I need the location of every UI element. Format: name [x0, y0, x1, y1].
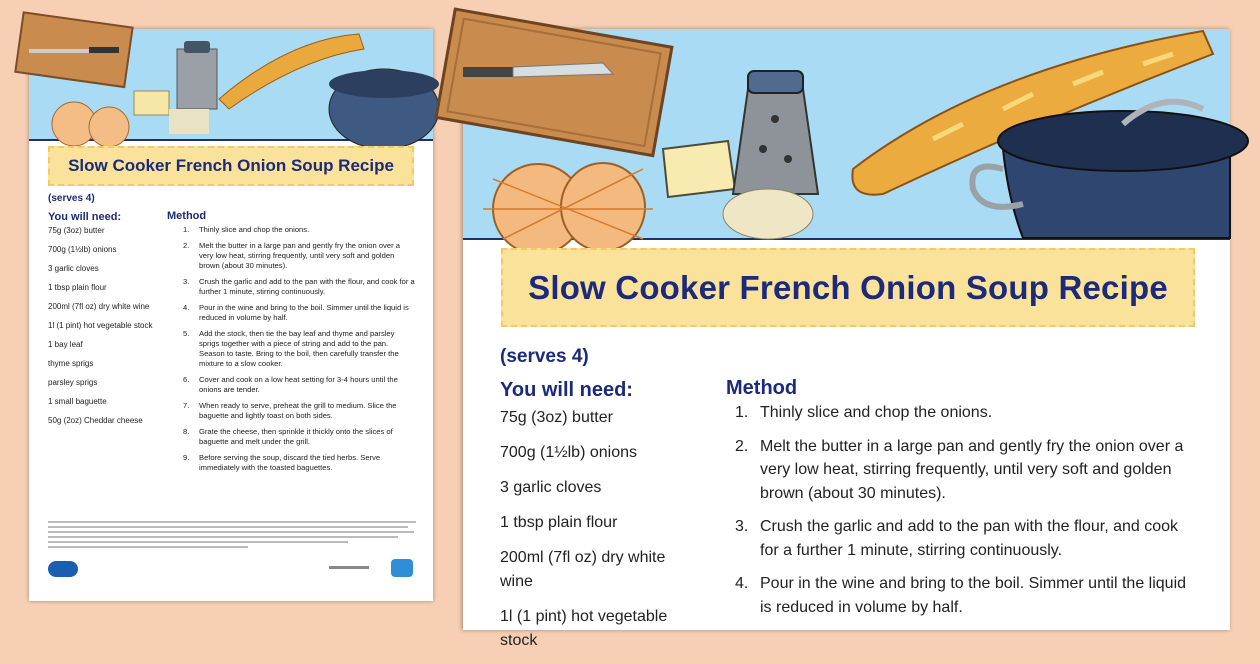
method-step — [183, 241, 415, 271]
ingredient-item: 3 garlic cloves — [48, 264, 99, 273]
step-number: 6. — [183, 375, 190, 384]
method-step — [735, 515, 1190, 562]
method-heading: Method — [167, 210, 207, 222]
step-text: Thinly slice and chop the onions. — [199, 225, 310, 234]
badge-logo — [391, 559, 413, 577]
method-step — [735, 572, 1190, 619]
ingredients-list — [500, 406, 700, 664]
method-step — [183, 453, 415, 473]
step-number: 5. — [183, 329, 190, 338]
serves-label: (serves 4) — [500, 346, 589, 367]
method-step — [183, 427, 415, 447]
step-number: 4. — [735, 575, 749, 592]
step-number: 7. — [183, 401, 190, 410]
ingredient-item: parsley sprigs — [48, 378, 98, 387]
ingredient-item: 200ml (7fl oz) dry white wine — [500, 549, 666, 590]
step-text: Melt the butter in a large pan and gently fry the onion over a very low heat, stirring frequently, until very soft and golden brown (about 30 minutes). — [760, 437, 1184, 502]
step-number: 9. — [183, 453, 190, 462]
page-title: Slow Cooker French Onion Soup Recipe — [48, 146, 414, 186]
recipe-thumbnail-page[interactable] — [29, 29, 433, 601]
ingredients-heading: You will need: — [500, 379, 633, 401]
step-number: 3. — [183, 277, 190, 286]
method-step — [183, 225, 415, 235]
step-number: 8. — [183, 427, 190, 436]
method-step — [183, 329, 415, 369]
ingredient-item: 700g (1½lb) onions — [48, 245, 117, 254]
method-step — [735, 435, 1190, 506]
method-steps — [183, 225, 415, 479]
step-text: Before serving the soup, discard the tied herbs. Serve immediately with the toasted baguettes. — [199, 453, 381, 472]
disclaimer-text-block — [48, 521, 416, 551]
serves-label: (serves 4) — [48, 193, 95, 204]
step-text: Grate the cheese, then sprinkle it thickly onto the slices of baguette and melt under the grill. — [199, 427, 393, 446]
step-text: Pour in the wine and bring to the boil. Simmer until the liquid is reduced in volume by half. — [199, 303, 409, 322]
method-step — [183, 401, 415, 421]
footer-url-line — [329, 566, 369, 569]
ingredient-item: 50g (2oz) Cheddar cheese — [48, 416, 143, 425]
step-text: Thinly slice and chop the onions. — [760, 404, 993, 421]
step-text: Pour in the wine and bring to the boil. Simmer until the liquid is reduced in volume by half. — [760, 575, 1187, 616]
method-steps — [735, 401, 1190, 629]
step-number: 1. — [735, 404, 749, 421]
step-text: When ready to serve, preheat the grill to medium. Slice the baguette and lightly toast on both sides. — [199, 401, 397, 420]
ingredient-item: 1l (1 pint) hot vegetable stock — [500, 608, 668, 649]
step-text: Crush the garlic and add to the pan with the flour, and cook for a further 1 minute, stirring continuously. — [760, 518, 1179, 559]
recipe-zoomed-page[interactable] — [463, 29, 1230, 649]
hero-illustration — [29, 29, 433, 141]
step-text: Crush the garlic and add to the pan with the flour, and cook for a further 1 minute, stirring continuously. — [199, 277, 415, 296]
step-number: 3. — [735, 518, 749, 535]
method-step — [183, 277, 415, 297]
ingredient-item: 1 small baguette — [48, 397, 107, 406]
step-number: 1. — [183, 225, 190, 234]
step-number: 2. — [735, 437, 749, 455]
step-text: Melt the butter in a large pan and gently fry the onion over a very low heat, stirring frequently, until very soft and golden brown (about 30 minutes). — [199, 241, 400, 270]
hero-illustration — [463, 29, 1230, 240]
ingredient-item: 1 tbsp plain flour — [500, 514, 618, 531]
ingredient-item: thyme sprigs — [48, 359, 94, 368]
method-step — [183, 303, 415, 323]
ingredient-item: 75g (3oz) butter — [48, 226, 105, 235]
method-step — [183, 375, 415, 395]
page-title: Slow Cooker French Onion Soup Recipe — [501, 248, 1195, 327]
brand-logo — [48, 561, 78, 577]
ingredient-item: 1 tbsp plain flour — [48, 283, 107, 292]
ingredient-item: 3 garlic cloves — [500, 479, 602, 496]
ingredient-item: 1 bay leaf — [48, 340, 83, 349]
step-number: 4. — [183, 303, 190, 312]
method-step — [735, 401, 1190, 425]
method-heading: Method — [726, 377, 798, 399]
step-text: Cover and cook on a low heat setting for 3-4 hours until the onions are tender. — [199, 375, 398, 394]
step-text: Add the stock, then tie the bay leaf and thyme and parsley sprigs together with a piece of string and add to the pan. Season to taste. Bring to the boil, then carefully transfer the mixture to a slow cooker. — [199, 329, 399, 368]
ingredient-item: 75g (3oz) butter — [500, 409, 613, 426]
ingredients-list — [48, 226, 163, 435]
ingredient-item: 700g (1½lb) onions — [500, 444, 637, 461]
ingredient-item: 1l (1 pint) hot vegetable stock — [48, 321, 153, 330]
ingredients-heading: You will need: — [48, 211, 122, 223]
ingredient-item: 200ml (7fl oz) dry white wine — [48, 302, 150, 311]
step-number: 2. — [183, 241, 190, 250]
